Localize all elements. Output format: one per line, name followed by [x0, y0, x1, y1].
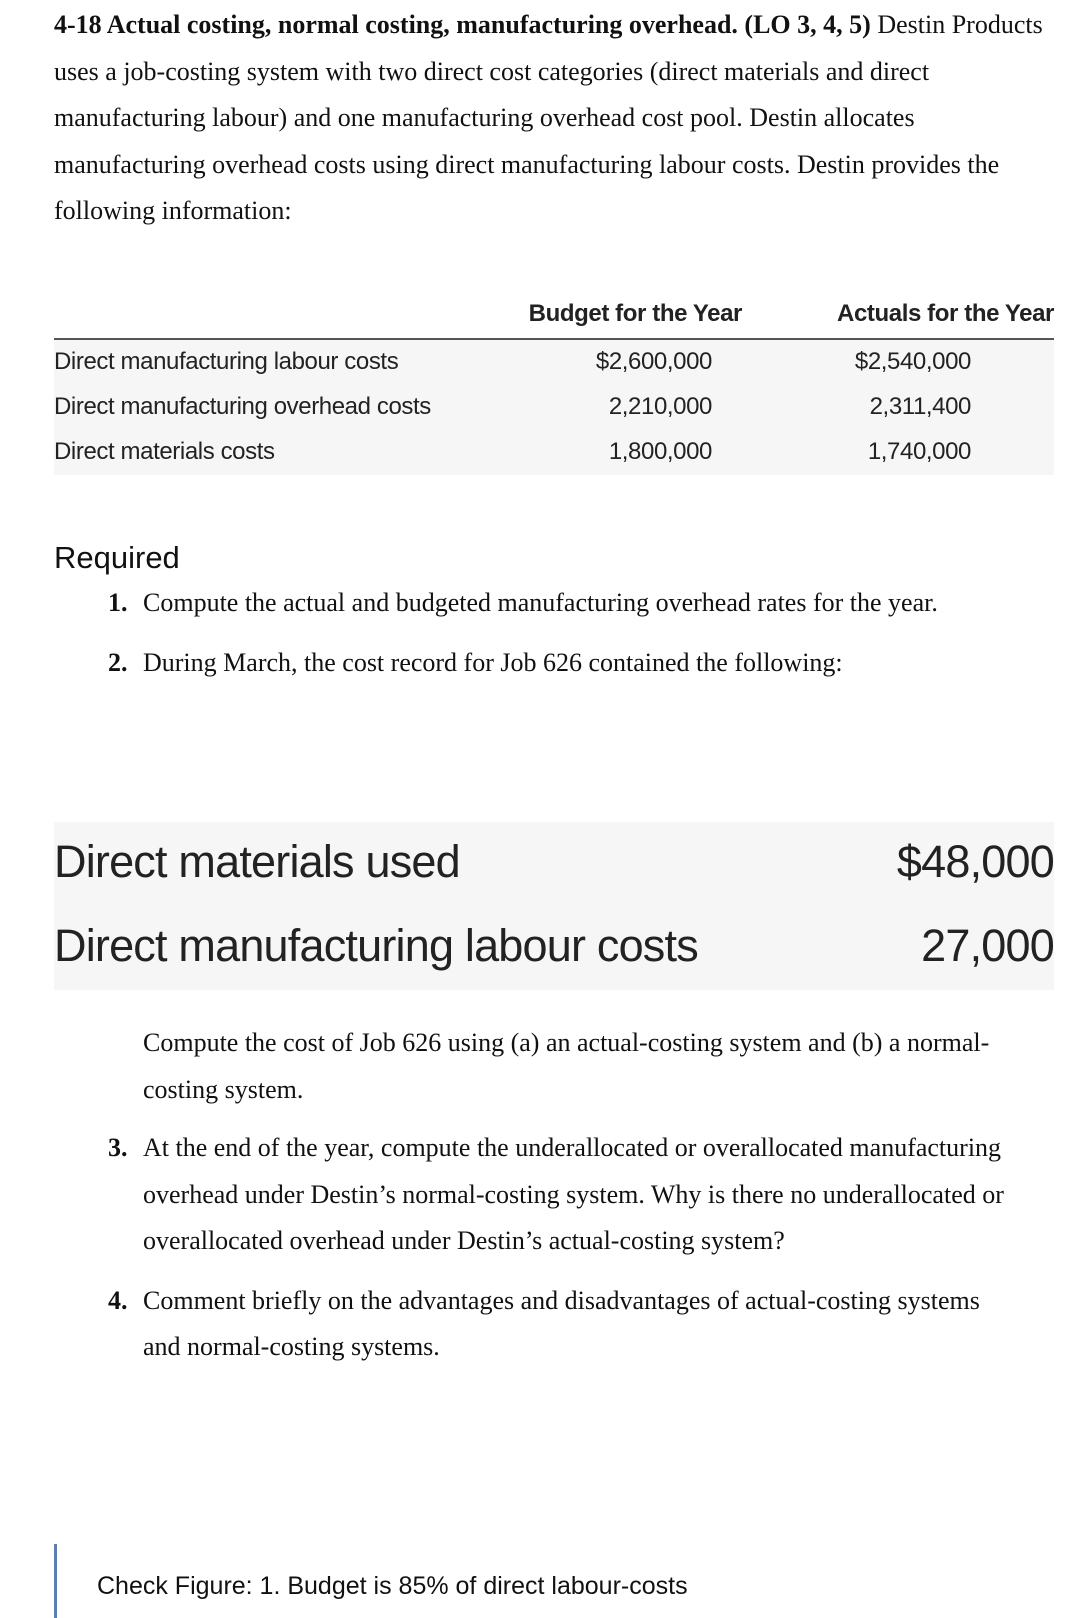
- row-label: Direct manufacturing overhead costs: [54, 393, 431, 420]
- check-figure-text: Check Figure: 1. Budget is 85% of direct labour-costs: [97, 1572, 688, 1600]
- row-actual: $2,540,000: [854, 348, 971, 375]
- row-label: Direct materials used: [54, 836, 460, 887]
- row-budget: $2,600,000: [595, 348, 712, 375]
- list-item: 1. Compute the actual and budgeted manufacturing overhead rates for the year.: [108, 588, 938, 617]
- table-row: [54, 430, 1054, 475]
- check-figure-callout: [54, 1544, 757, 1618]
- table-header: [54, 290, 1054, 340]
- requirements-list-continued: [108, 1125, 1018, 1371]
- row-budget: 2,210,000: [608, 393, 712, 420]
- header-actuals: Actuals for the Year: [837, 300, 1054, 327]
- row-value: $48,000: [896, 836, 1054, 887]
- item2-followup: Compute the cost of Job 626 using (a) an actual-costing system and (b) a normal-costing system.: [143, 1028, 990, 1104]
- row-value: 27,000: [921, 920, 1054, 971]
- required-heading: Required: [54, 540, 180, 575]
- budget-actuals-table: [54, 290, 1054, 475]
- table-row: [54, 822, 1054, 906]
- problem-body: Destin Products uses a job-costing system with two direct cost categories (direct materials and direct manufacturing labour) and one manufacturing overhead cost pool. Destin allocates manufacturing overhead costs using direct manufacturing labour costs. Destin provides the following information:: [54, 10, 1043, 225]
- list-item: 3. At the end of the year, compute the underallocated or overallocated manufacturing overhead under Destin’s normal-costing system. Why is there no underallocated or overallocated overhead under Destin’s actual-costing system?: [108, 1133, 1004, 1255]
- row-label: Direct materials costs: [54, 438, 275, 465]
- problem-intro: [54, 2, 1054, 235]
- requirements-list: [108, 580, 1018, 686]
- row-budget: 1,800,000: [608, 438, 712, 465]
- table-row: [54, 385, 1054, 430]
- row-actual: 1,740,000: [867, 438, 971, 465]
- row-label: Direct manufacturing labour costs: [54, 348, 399, 375]
- problem-heading: 4-18 Actual costing, normal costing, manufacturing overhead. (LO 3, 4, 5): [54, 10, 871, 39]
- header-budget: Budget for the Year: [528, 300, 742, 327]
- list-item: 4. Comment briefly on the advantages and disadvantages of actual-costing systems and normal-costing systems.: [108, 1285, 980, 1361]
- job-626-table: [54, 822, 1054, 990]
- table-row: [54, 906, 1054, 990]
- row-label: Direct manufacturing labour costs: [54, 920, 698, 971]
- table-row: [54, 340, 1054, 385]
- list-item: 2. During March, the cost record for Job 626 contained the following:: [108, 647, 843, 677]
- row-actual: 2,311,400: [869, 393, 971, 420]
